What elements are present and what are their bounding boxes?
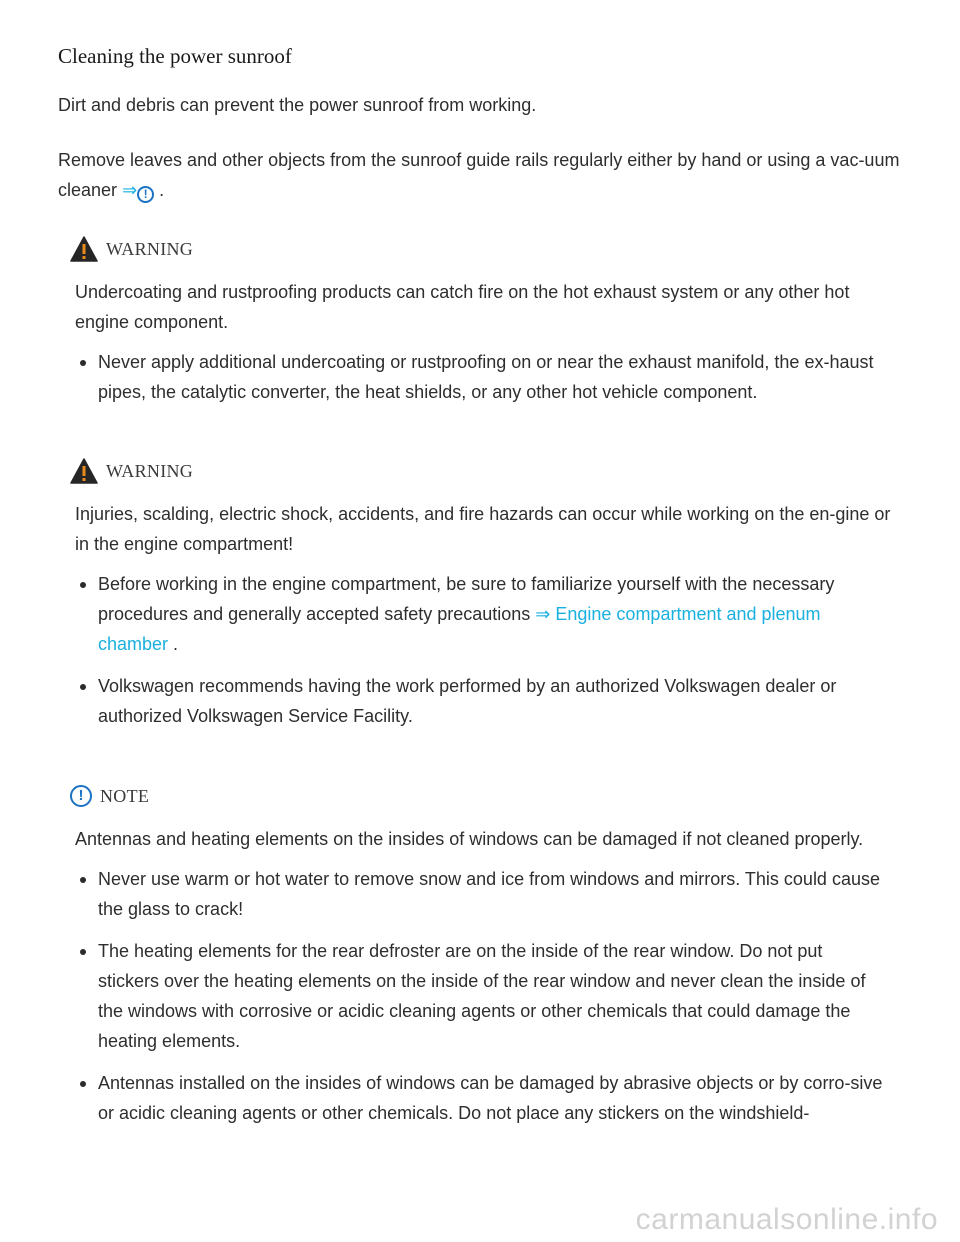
warning-bullet-list (75, 569, 910, 731)
warning-header (70, 235, 910, 263)
warning-bullet-list (75, 347, 910, 407)
warning-label: WARNING (106, 238, 194, 259)
list-item (75, 569, 888, 659)
list-item: Volkswagen recommends having the work performed by an authorized Volkswagen dealer or authorized Volkswagen Service Facility. (75, 671, 888, 731)
warning-triangle-icon (70, 458, 98, 484)
instruction-paragraph (58, 145, 908, 205)
note-body (75, 824, 910, 1128)
warning-body (75, 277, 910, 407)
bullet-trailing: . (173, 634, 179, 654)
warning-label: WARNING (106, 460, 194, 481)
note-reference-link[interactable] (122, 180, 154, 200)
note-text: Antennas and heating elements on the insides of windows can be damaged if not cleaned properly. (75, 829, 864, 849)
note-header (70, 782, 910, 810)
ref-arrow: ⇒ (122, 180, 138, 200)
list-item: Antennas installed on the insides of windows can be damaged by abrasive objects or by corro-sive or acidic cleaning agents or other chemicals. Do not place any stickers on the windshield- (75, 1068, 888, 1128)
warning-body (75, 499, 910, 731)
note-label: NOTE (100, 785, 150, 806)
note-exclamation-icon: ! (70, 785, 92, 807)
instruction-trailing: . (159, 180, 165, 200)
watermark: carmanualsonline.info (635, 1203, 938, 1236)
list-item: The heating elements for the rear defroster are on the inside of the rear window. Do not put stickers over the heating elements on the inside of the rear window and never clean the inside of the windows with corrosive or acidic cleaning agents or other chemicals that could damage the heating elements. (75, 936, 888, 1056)
note-box (70, 782, 910, 1140)
list-item: Never apply additional undercoating or rustproofing on or near the exhaust manifold, the ex-haust pipes, the catalytic converter, the heat shields, or any other hot vehicle component. (75, 347, 888, 407)
warning-box-2 (70, 457, 910, 743)
engine-compartment-link[interactable]: ⇒ Engine compartment and plenum chamber (98, 604, 821, 654)
warning-header (70, 457, 910, 485)
instruction-text: Remove leaves and other objects from the sunroof guide rails regularly either by hand or using a vac-uum cleaner (58, 150, 900, 200)
intro-paragraph: Dirt and debris can prevent the power sunroof from working. (58, 95, 537, 115)
section-title: Cleaning the power sunroof (58, 44, 292, 68)
warning-text: Injuries, scalding, electric shock, accidents, and fire hazards can occur while working on the en-gine or in the engine compartment! (75, 504, 891, 554)
list-item: Never use warm or hot water to remove snow and ice from windows and mirrors. This could cause the glass to crack! (75, 864, 888, 924)
bullet-text: Before working in the engine compartment, be sure to familiarize yourself with the necessary procedures and generally accepted safety precautions (98, 574, 835, 624)
note-exclamation-icon: ! (137, 186, 154, 203)
warning-triangle-icon (70, 236, 98, 262)
warning-text: Undercoating and rustproofing products can catch fire on the hot exhaust system or any other hot engine component. (75, 282, 850, 332)
warning-box-1 (70, 235, 910, 419)
note-bullet-list (75, 864, 910, 1128)
